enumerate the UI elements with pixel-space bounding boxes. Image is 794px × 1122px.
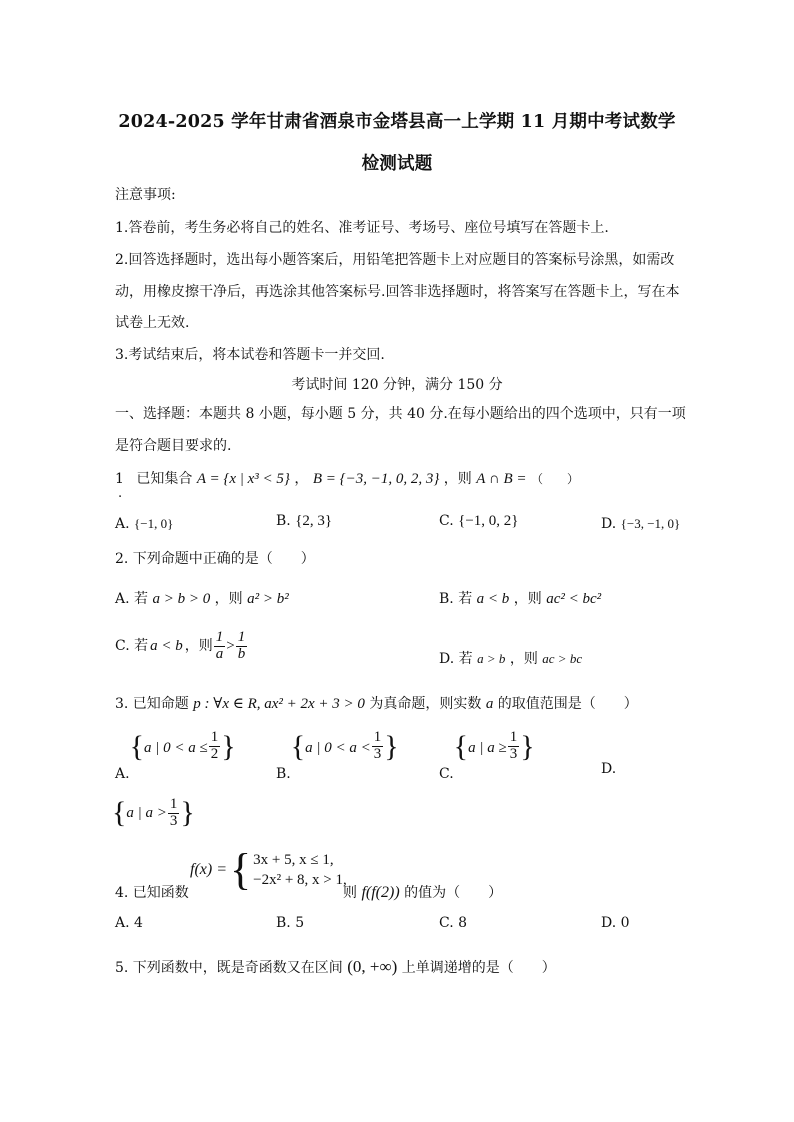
q3-a-num: 1 xyxy=(210,729,219,745)
q3-d-frac xyxy=(168,797,180,830)
q3-d-den: 3 xyxy=(169,812,178,829)
question-1-dot: . xyxy=(118,486,123,501)
notice-item-1: 1.答卷前，考生务必将自己的姓名、准考证号、考场号、座位号填写在答题卡上. xyxy=(115,220,609,236)
q1-option-a-label: A. xyxy=(115,516,130,532)
q4-option-d-label: D. xyxy=(601,915,617,931)
q1-option-d-label: D. xyxy=(601,516,617,532)
q3-c-set: a | a ≥ xyxy=(468,740,507,756)
question-5-interval: (0, +∞) xyxy=(347,957,398,976)
q4-option-a-value: 4 xyxy=(134,915,143,931)
notice-item-2c: 试卷上无效. xyxy=(115,315,190,331)
q3-b-brace-left: { xyxy=(290,730,306,763)
q2-option-d-then: ，则 xyxy=(509,651,538,667)
notice-item-2a: 2.回答选择题时，选出每小题答案后，用铅笔把答题卡上对应题目的答案标号涂黑，如需改 xyxy=(115,252,675,268)
q2-option-d xyxy=(439,650,582,668)
question-1-expr: A ∩ B = xyxy=(476,471,527,487)
q2-frac-2-num: 1 xyxy=(237,629,246,645)
q3-b-set: a | 0 < a < xyxy=(305,740,371,756)
q4-brace: { xyxy=(230,845,252,894)
q2-option-b-result: ac² < bc² xyxy=(546,591,602,607)
q3-b-frac xyxy=(372,730,384,763)
question-3-text-b: 的取值范围是（ ） xyxy=(497,696,638,712)
q2-frac-1-den: a xyxy=(215,645,224,662)
q2-option-c-frac-2 xyxy=(236,630,248,663)
q1-option-a-value: {−1, 0} xyxy=(134,516,174,531)
q4-option-c-label: C. xyxy=(439,915,454,931)
exam-info: 考试时间 120 分钟，满分 150 分 xyxy=(291,377,503,393)
q3-option-c xyxy=(439,730,535,790)
q2-option-a-label: A. 若 xyxy=(115,591,149,607)
q1-option-b-value: {2, 3} xyxy=(295,513,333,529)
q3-option-d xyxy=(112,788,195,838)
title-line-2: 检测试题 xyxy=(361,154,433,174)
q1-option-c xyxy=(439,512,518,530)
notice-heading: 注意事项: xyxy=(115,187,176,203)
q4-row-2: −2x² + 8, x > 1, xyxy=(253,872,347,888)
q3-option-a-label: A. xyxy=(115,766,130,782)
q4-option-a-label: A. xyxy=(115,915,130,931)
q4-option-d xyxy=(601,914,630,932)
question-5-text-a: 5. 下列函数中，既是奇函数又在区间 xyxy=(115,960,343,976)
q3-a-brace-left: { xyxy=(129,730,144,763)
q3-option-c-label: C. xyxy=(439,766,454,782)
q3-c-brace-right: } xyxy=(520,730,535,763)
q4-rows xyxy=(253,850,347,890)
question-1-sep: ， xyxy=(294,471,309,487)
q4-option-b xyxy=(276,914,304,932)
question-3-proposition: p : ∀x ∈ R, ax² + 2x + 3 > 0 xyxy=(193,696,365,712)
q3-c-brace-left: { xyxy=(453,730,469,763)
q3-option-b-label: B. xyxy=(276,766,291,782)
title-line-1: 2024-2025 学年甘肃省酒泉市金塔县高一上学期 11 月期中考试数学 xyxy=(118,112,676,132)
question-4-then: 则 xyxy=(343,885,357,901)
q3-d-brace-left: { xyxy=(112,796,127,829)
question-5-stem xyxy=(115,958,556,977)
question-1-text-a: 已知集合 xyxy=(136,471,193,487)
question-1-set-b: B = {−3, −1, 0, 2, 3} xyxy=(312,471,440,487)
q2-option-a-cond: a > b > 0 xyxy=(152,591,211,607)
q1-option-d xyxy=(601,515,680,533)
q3-a-set: a | 0 < a ≤ xyxy=(143,740,208,756)
question-3-var: a xyxy=(485,696,494,712)
q3-d-set: a | a > xyxy=(126,804,167,821)
section-1-line-1: 一、选择题：本题共 8 小题，每小题 5 分，共 40 分.在每小题给出的四个选项中，只有一项 xyxy=(115,406,686,422)
q2-option-b xyxy=(439,590,601,608)
q2-frac-2-den: b xyxy=(237,645,246,662)
question-4-tail xyxy=(343,884,502,902)
q2-option-b-label: B. 若 xyxy=(439,591,473,607)
q2-option-c-frac-1 xyxy=(214,630,226,663)
q2-option-d-label: D. 若 xyxy=(439,651,473,667)
q2-option-b-then: ，则 xyxy=(513,591,542,607)
q3-option-a xyxy=(115,730,236,790)
q3-c-den: 3 xyxy=(509,745,518,762)
question-4-piecewise xyxy=(230,845,347,894)
q2-option-c-label: C. 若 xyxy=(115,638,149,655)
q2-option-a xyxy=(115,590,289,608)
question-3-number: 3. 已知命题 xyxy=(115,696,189,712)
q3-c-frac xyxy=(508,730,520,763)
question-3-stem xyxy=(115,695,638,713)
question-3-text-a: 为真命题，则实数 xyxy=(369,696,482,712)
q2-option-c-then: ，则 xyxy=(184,638,213,655)
q1-option-a xyxy=(115,515,173,533)
q2-option-a-then: ，则 xyxy=(214,591,243,607)
q1-option-c-label: C. xyxy=(439,513,454,529)
question-5-text-b: 上单调递增的是（ ） xyxy=(401,960,556,976)
q4-option-a xyxy=(115,914,143,932)
q3-b-den: 3 xyxy=(373,745,382,762)
q2-option-c-gt: > xyxy=(226,638,235,655)
q3-b-num: 1 xyxy=(373,729,382,745)
q4-option-b-value: 5 xyxy=(295,915,305,931)
question-4-function xyxy=(190,845,347,894)
question-4-expr: f(f(2)) xyxy=(361,884,400,901)
section-1-line-2: 是符合题目要求的. xyxy=(115,438,232,454)
q3-d-num: 1 xyxy=(169,795,178,812)
q4-option-b-label: B. xyxy=(276,915,291,931)
notice-item-3: 3.考试结束后，将本试卷和答题卡一并交回. xyxy=(115,347,385,363)
q4-option-c-value: 8 xyxy=(458,915,468,931)
question-1-set-a: A = {x | x³ < 5} xyxy=(196,471,290,487)
q3-a-brace-right: } xyxy=(221,730,236,763)
q2-option-a-result: a² > b² xyxy=(247,591,289,607)
q3-b-brace-right: } xyxy=(384,730,399,763)
q2-frac-1-num: 1 xyxy=(215,629,224,645)
question-1-text-b: ，则 xyxy=(443,471,472,487)
q3-a-frac xyxy=(209,730,221,763)
q1-option-d-value: {−3, −1, 0} xyxy=(620,516,681,531)
notice-item-2b: 动，用橡皮擦干净后，再选涂其他答案标号.回答非选择题时，将答案写在答题卡上，写在本 xyxy=(115,284,680,300)
question-4-fname: f(x) = xyxy=(190,861,227,878)
q3-option-d-label: D. xyxy=(601,761,617,777)
q3-d-brace-right: } xyxy=(180,796,195,829)
q2-option-d-cond: a > b xyxy=(477,651,506,666)
question-1-number: 1 xyxy=(115,471,124,487)
question-1-paren: （ ） xyxy=(530,472,579,486)
q3-a-den: 2 xyxy=(210,745,219,762)
question-2-stem: 2. 下列命题中正确的是（ ） xyxy=(115,551,315,567)
q2-option-c-cond: a < b xyxy=(150,638,183,655)
question-1-stem xyxy=(115,470,579,488)
q2-option-d-result: ac > bc xyxy=(542,651,583,666)
question-4-number: 4. 已知函数 xyxy=(115,885,189,901)
q4-option-c xyxy=(439,914,467,932)
question-4-rest: 的值为（ ） xyxy=(404,885,503,901)
q1-option-c-value: {−1, 0, 2} xyxy=(458,513,519,529)
q3-c-num: 1 xyxy=(509,729,518,745)
q1-option-b-label: B. xyxy=(276,513,291,529)
q4-option-d-value: 0 xyxy=(620,915,630,931)
q2-option-c xyxy=(115,630,248,663)
q4-row-1: 3x + 5, x ≤ 1, xyxy=(253,852,334,868)
q2-option-b-cond: a < b xyxy=(476,591,510,607)
q1-option-b xyxy=(276,512,332,530)
q3-option-b xyxy=(276,730,399,790)
